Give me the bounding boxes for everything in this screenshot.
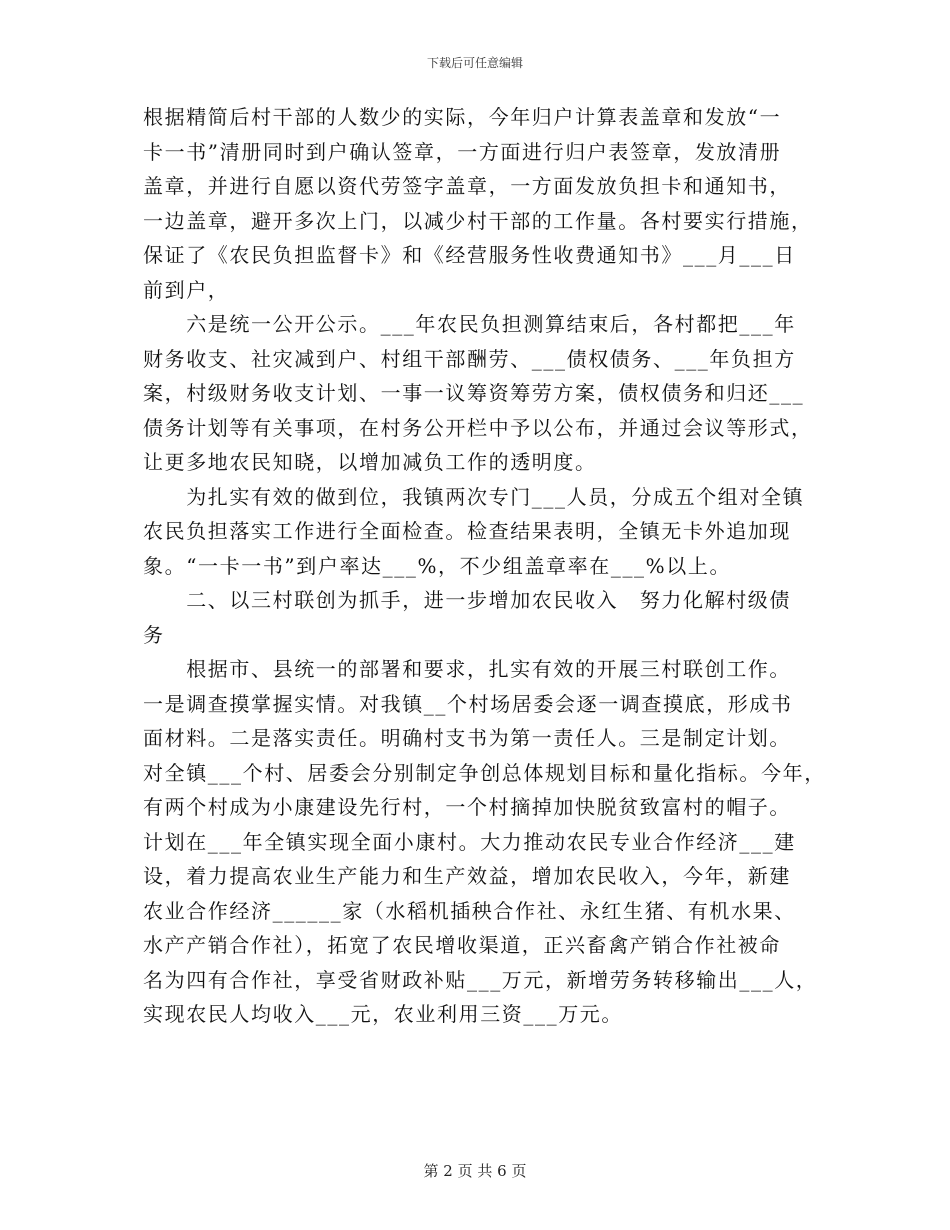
page-number: 第 2 页 共 6 页: [423, 1162, 527, 1180]
text-line: 名为四有合作社，享受省财政补贴___万元，新增劳务转移输出___人，: [143, 967, 818, 992]
text-line: 根据精简后村干部的人数少的实际，今年归户计算表盖章和发放“一: [143, 105, 782, 129]
text-line: 保证了《农民负担监督卡》和《经营服务性收费通知书》___月___日: [143, 243, 796, 267]
text-line: 一是调查摸掌握实情。对我镇__个村场居委会逐一调查摸底，形成书: [143, 691, 793, 716]
document-body: [143, 100, 826, 1032]
text-line: 农民负担落实工作进行全面检查。检查结果表明，全镇无卡外追加现: [143, 519, 791, 543]
text-line: 对全镇___个村、居委会分别制定争创总体规划目标和量化指标。今年，: [143, 760, 826, 785]
page-header: 下载后可任意编辑: [426, 56, 523, 70]
text-line: 有两个村成为小康建设先行村，一个村摘掉加快脱贫致富村的帽子。: [143, 795, 791, 819]
text-line: 水产产销合作社），拓宽了农民增收渠道，正兴畜禽产销合作社被命: [143, 933, 781, 957]
text-line: 财务收支、社灾减到户、村组干部酬劳、___债权债务、___年负担方: [143, 346, 796, 371]
text-line: 根据市、县统一的部署和要求，扎实有效的开展三村联创工作。: [143, 657, 791, 681]
text-line: 面材料。二是落实责任。明确村支书为第一责任人。三是制定计划。: [143, 726, 791, 750]
text-line: 一边盖章，避开多次上门，以减少村干部的工作量。各村要实行措施，: [143, 208, 813, 233]
text-line: 盖章，并进行自愿以资代劳签字盖章，一方面发放负担卡和通知书，: [143, 174, 791, 198]
text-line: 让更多地农民知晓，以增加减负工作的透明度。: [143, 450, 597, 474]
section-heading-line: 务: [143, 622, 165, 647]
text-line: 为扎实有效的做到位，我镇两次专门___人员，分成五个组对全镇: [143, 484, 805, 509]
text-line: 六是统一公开公示。___年农民负担测算结束后，各村都把___年: [143, 312, 796, 336]
text-line: 债务计划等有关事项，在村务公开栏中予以公布，并通过会议等形式，: [143, 415, 813, 440]
text-line: 象。“一卡一书”到户率达___%，不少组盖章率在___%以上。: [143, 553, 732, 578]
text-line: 计划在___年全镇实现全面小康村。大力推动农民专业合作经济___建: [143, 829, 796, 854]
text-line: 实现农民人均收入___元，农业利用三资___万元。: [143, 1002, 623, 1026]
text-line: 设，着力提高农业生产能力和生产效益，增加农民收入，今年，新建: [143, 864, 791, 888]
text-line: 农业合作经济______家（水稻机插秧合作社、永红生猪、有机水果、: [143, 898, 796, 923]
text-line: 卡一书”清册同时到户确认签章，一方面进行归户表签章，发放清册: [143, 139, 782, 164]
text-line: 前到户，: [143, 277, 230, 302]
text-line: 案，村级财务收支计划、一事一议筹资筹劳方案，债权债务和归还___: [143, 381, 805, 405]
section-heading-line: 二、以三村联创为抓手，进一步增加农民收入 努力化解村级债: [143, 588, 791, 612]
